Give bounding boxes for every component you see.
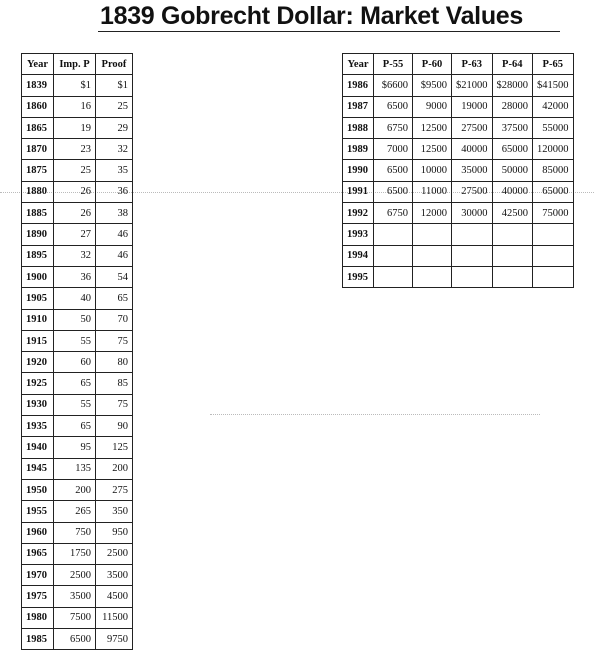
table-header-row	[22, 54, 133, 75]
value-cell: 27500	[452, 181, 493, 202]
title-underline	[98, 31, 560, 32]
value-cell: 60	[54, 352, 96, 373]
value-cell: 42000	[533, 96, 574, 117]
value-cell: 275	[96, 479, 133, 500]
year-cell: 1870	[22, 139, 54, 160]
column-header: P-63	[452, 54, 493, 75]
year-cell: 1987	[343, 96, 374, 117]
value-cell: 55000	[533, 117, 574, 138]
value-cell: 135	[54, 458, 96, 479]
value-cell: 12500	[413, 117, 452, 138]
table-row	[343, 266, 574, 287]
table-row	[22, 117, 133, 138]
value-cell: 70	[96, 309, 133, 330]
value-cell: 9000	[413, 96, 452, 117]
value-cell: 65000	[533, 181, 574, 202]
table-row	[343, 160, 574, 181]
value-cell: 200	[96, 458, 133, 479]
table-row	[22, 586, 133, 607]
value-cell: 19	[54, 117, 96, 138]
table-row	[343, 96, 574, 117]
value-cell	[533, 245, 574, 266]
value-cell: 120000	[533, 139, 574, 160]
column-header: Proof	[96, 54, 133, 75]
value-cell: 75	[96, 394, 133, 415]
value-cell: $21000	[452, 75, 493, 96]
value-cell: 65	[96, 288, 133, 309]
value-cell: 54	[96, 266, 133, 287]
value-cell: 65	[54, 373, 96, 394]
year-cell: 1965	[22, 543, 54, 564]
year-cell: 1915	[22, 330, 54, 351]
grade-values-table	[342, 53, 574, 288]
value-cell: 12000	[413, 203, 452, 224]
historical-values-table	[21, 53, 133, 650]
value-cell: 6500	[374, 181, 413, 202]
value-cell: 85	[96, 373, 133, 394]
value-cell: 80	[96, 352, 133, 373]
value-cell: 37500	[492, 117, 533, 138]
year-cell: 1994	[343, 245, 374, 266]
table-row	[22, 543, 133, 564]
value-cell	[452, 224, 493, 245]
value-cell	[492, 224, 533, 245]
value-cell: 11500	[96, 607, 133, 628]
value-cell: 11000	[413, 181, 452, 202]
value-cell: 125	[96, 437, 133, 458]
value-cell: 95	[54, 437, 96, 458]
value-cell: $41500	[533, 75, 574, 96]
table-row	[22, 479, 133, 500]
year-cell: 1885	[22, 203, 54, 224]
year-cell: 1975	[22, 586, 54, 607]
table-row	[22, 394, 133, 415]
value-cell: 4500	[96, 586, 133, 607]
value-cell: 65000	[492, 139, 533, 160]
table-row	[343, 181, 574, 202]
value-cell: 75	[96, 330, 133, 351]
year-cell: 1875	[22, 160, 54, 181]
value-cell	[413, 266, 452, 287]
value-cell: 38	[96, 203, 133, 224]
year-cell: 1910	[22, 309, 54, 330]
year-cell: 1945	[22, 458, 54, 479]
year-cell: 1990	[343, 160, 374, 181]
value-cell	[413, 245, 452, 266]
value-cell	[374, 224, 413, 245]
value-cell: 26	[54, 181, 96, 202]
value-cell: 950	[96, 522, 133, 543]
column-header: Imp. P	[54, 54, 96, 75]
table-row	[343, 139, 574, 160]
value-cell: 9750	[96, 629, 133, 650]
table-row	[22, 139, 133, 160]
table-row	[22, 352, 133, 373]
value-cell: 6500	[54, 629, 96, 650]
table-row	[22, 266, 133, 287]
year-cell: 1935	[22, 416, 54, 437]
table-row	[22, 437, 133, 458]
table-row	[343, 224, 574, 245]
scan-artifact-line	[210, 414, 540, 415]
year-cell: 1890	[22, 224, 54, 245]
table-row	[343, 245, 574, 266]
year-cell: 1950	[22, 479, 54, 500]
value-cell	[492, 266, 533, 287]
year-cell: 1920	[22, 352, 54, 373]
table-row	[22, 160, 133, 181]
value-cell: 350	[96, 501, 133, 522]
value-cell: 25	[96, 96, 133, 117]
value-cell: 7000	[374, 139, 413, 160]
table-row	[22, 309, 133, 330]
value-cell: 265	[54, 501, 96, 522]
value-cell: 28000	[492, 96, 533, 117]
value-cell	[533, 266, 574, 287]
table-row	[22, 330, 133, 351]
year-cell: 1925	[22, 373, 54, 394]
value-cell: 75000	[533, 203, 574, 224]
value-cell	[413, 224, 452, 245]
value-cell: 55	[54, 394, 96, 415]
value-cell: 90	[96, 416, 133, 437]
table-row	[22, 75, 133, 96]
value-cell: 32	[54, 245, 96, 266]
value-cell: 6750	[374, 117, 413, 138]
value-cell: 10000	[413, 160, 452, 181]
column-header: Year	[343, 54, 374, 75]
year-cell: 1955	[22, 501, 54, 522]
year-cell: 1895	[22, 245, 54, 266]
value-cell: 25	[54, 160, 96, 181]
year-cell: 1992	[343, 203, 374, 224]
year-cell: 1993	[343, 224, 374, 245]
value-cell: 7500	[54, 607, 96, 628]
value-cell: 2500	[54, 565, 96, 586]
table-row	[22, 224, 133, 245]
value-cell: 35	[96, 160, 133, 181]
year-cell: 1905	[22, 288, 54, 309]
value-cell: 50000	[492, 160, 533, 181]
year-cell: 1860	[22, 96, 54, 117]
year-cell: 1970	[22, 565, 54, 586]
value-cell: 40000	[452, 139, 493, 160]
year-cell: 1986	[343, 75, 374, 96]
value-cell	[533, 224, 574, 245]
table-row	[22, 565, 133, 586]
table-row	[22, 288, 133, 309]
table-row	[343, 203, 574, 224]
table-row	[22, 416, 133, 437]
column-header: P-64	[492, 54, 533, 75]
value-cell: 46	[96, 224, 133, 245]
table-row	[22, 181, 133, 202]
year-cell: 1960	[22, 522, 54, 543]
value-cell: 6500	[374, 160, 413, 181]
year-cell: 1880	[22, 181, 54, 202]
value-cell: 32	[96, 139, 133, 160]
value-cell: 750	[54, 522, 96, 543]
value-cell: 40	[54, 288, 96, 309]
table-row	[22, 373, 133, 394]
value-cell: 55	[54, 330, 96, 351]
value-cell: 3500	[96, 565, 133, 586]
year-cell: 1988	[343, 117, 374, 138]
year-cell: 1980	[22, 607, 54, 628]
year-cell: 1930	[22, 394, 54, 415]
year-cell: 1985	[22, 629, 54, 650]
value-cell: 50	[54, 309, 96, 330]
value-cell: $9500	[413, 75, 452, 96]
value-cell: $28000	[492, 75, 533, 96]
value-cell: 30000	[452, 203, 493, 224]
column-header: P-65	[533, 54, 574, 75]
year-cell: 1839	[22, 75, 54, 96]
value-cell: 26	[54, 203, 96, 224]
value-cell: 36	[54, 266, 96, 287]
value-cell: 2500	[96, 543, 133, 564]
value-cell: 42500	[492, 203, 533, 224]
table-row	[343, 75, 574, 96]
value-cell: 23	[54, 139, 96, 160]
value-cell: 3500	[54, 586, 96, 607]
table-row	[22, 629, 133, 650]
value-cell: $1	[54, 75, 96, 96]
table-row	[22, 607, 133, 628]
table-row	[22, 501, 133, 522]
value-cell: 27500	[452, 117, 493, 138]
value-cell: 46	[96, 245, 133, 266]
value-cell: 65	[54, 416, 96, 437]
value-cell: 1750	[54, 543, 96, 564]
value-cell: 85000	[533, 160, 574, 181]
value-cell	[374, 245, 413, 266]
value-cell	[452, 266, 493, 287]
table-row	[343, 117, 574, 138]
value-cell: $1	[96, 75, 133, 96]
year-cell: 1900	[22, 266, 54, 287]
year-cell: 1991	[343, 181, 374, 202]
value-cell: 16	[54, 96, 96, 117]
value-cell: 29	[96, 117, 133, 138]
value-cell: 19000	[452, 96, 493, 117]
page-title: 1839 Gobrecht Dollar: Market Values	[100, 2, 524, 30]
value-cell	[492, 245, 533, 266]
value-cell: 36	[96, 181, 133, 202]
value-cell: 35000	[452, 160, 493, 181]
value-cell: 27	[54, 224, 96, 245]
table-row	[22, 203, 133, 224]
table-row	[22, 522, 133, 543]
value-cell	[452, 245, 493, 266]
column-header: P-55	[374, 54, 413, 75]
value-cell: 6500	[374, 96, 413, 117]
value-cell: 6750	[374, 203, 413, 224]
year-cell: 1995	[343, 266, 374, 287]
table-row	[22, 96, 133, 117]
table-row	[22, 245, 133, 266]
table-header-row	[343, 54, 574, 75]
value-cell	[374, 266, 413, 287]
year-cell: 1989	[343, 139, 374, 160]
year-cell: 1865	[22, 117, 54, 138]
value-cell: 40000	[492, 181, 533, 202]
value-cell: 12500	[413, 139, 452, 160]
value-cell: 200	[54, 479, 96, 500]
year-cell: 1940	[22, 437, 54, 458]
table-row	[22, 458, 133, 479]
column-header: Year	[22, 54, 54, 75]
column-header: P-60	[413, 54, 452, 75]
value-cell: $6600	[374, 75, 413, 96]
